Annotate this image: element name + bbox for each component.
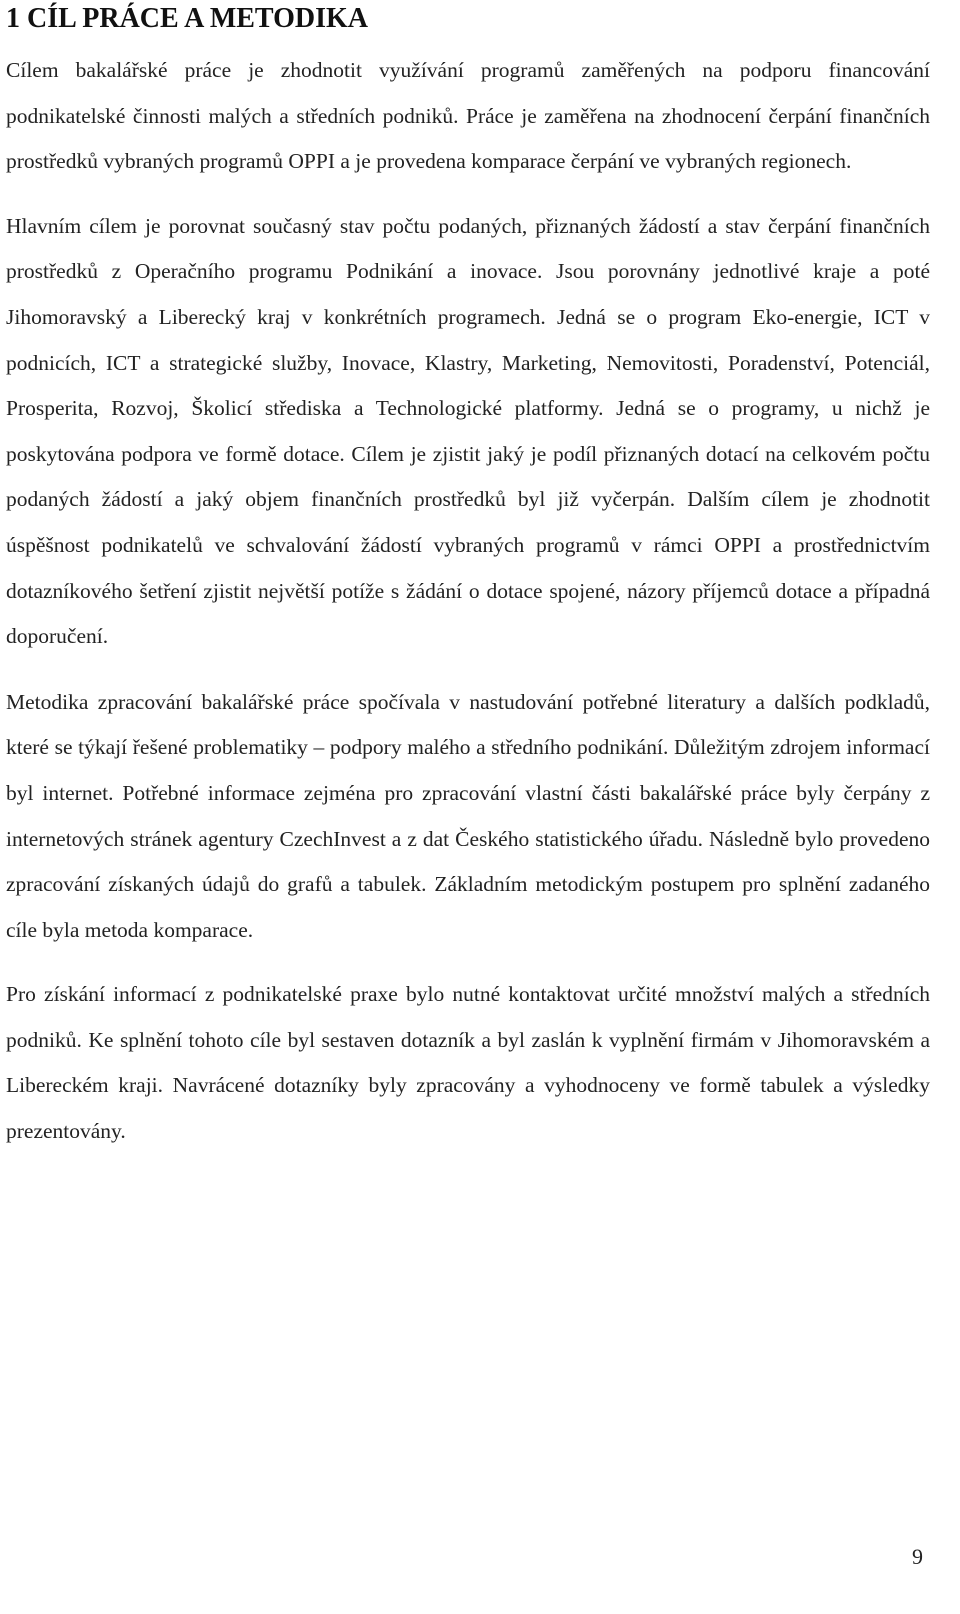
paragraph-methodology: Metodika zpracování bakalářské práce spočívala v nastudování potřebné literatury a dalších podkladů, které se týkají řešené problematiky – podpory malého a středního podnikání. Důležitým zdrojem informací byl internet. Potřebné informace zejména pro zpracování vlastní části bakalářské práce byly čerpány z internetových stránek agentury CzechInvest a z dat Českého statistického úřadu. Následně bylo provedeno zpracování získaných údajů do grafů a tabulek. Základním metodickým postupem pro splnění zadaného cíle byla metoda komparace. (6, 689, 930, 942)
paragraph-questionnaire: Pro získání informací z podnikatelské praxe bylo nutné kontaktovat určité množství malých a středních podniků. Ke splnění tohoto cíle byl sestaven dotazník a byl zaslán k vyplnění firmám v Jihomoravském a Libereckém kraji. Navrácené dotazníky byly zpracovány a vyhodnoceny ve formě tabulek a výsledky prezentovány. (6, 982, 930, 1144)
document-page (6, 0, 930, 1155)
paragraph-main-goal: Hlavním cílem je porovnat současný stav počtu podaných, přiznaných žádostí a stav čerpání finančních prostředků z Operačního programu Podnikání a inovace. Jsou porovnány jednotlivé kraje a poté Jihomoravský a Liberecký kraj v konkrétních programech. Jedná se o program Eko-energie, ICT v podnicích, ICT a strategické služby, Inovace, Klastry, Marketing, Nemovitosti, Poradenství, Potenciál, Prosperita, Rozvoj, Školicí střediska a Technologické platformy. Jedná se o programy, u nichž je poskytována podpora ve formě dotace. Cílem je zjistit jaký je podíl přiznaných dotací na celkovém počtu podaných žádostí a jaký objem finančních prostředků byl již vyčerpán. Dalším cílem je zhodnotit úspěšnost podnikatelů ve schvalování žádostí vybraných programů v rámci OPPI a prostřednictvím dotazníkového šetření zjistit největší potíže s žádání o dotace spojené, názory příjemců dotace a případná doporučení. (6, 213, 930, 649)
paragraph-goal: Cílem bakalářské práce je zhodnotit využívání programů zaměřených na podporu financování podnikatelské činnosti malých a středních podniků. Práce je zaměřena na zhodnocení čerpání finančních prostředků vybraných programů OPPI a je provedena komparace čerpání ve vybraných regionech. (6, 58, 930, 174)
chapter-heading: 1 CÍL PRÁCE A METODIKA (6, 3, 368, 34)
page-number: 9 (912, 1544, 923, 1569)
